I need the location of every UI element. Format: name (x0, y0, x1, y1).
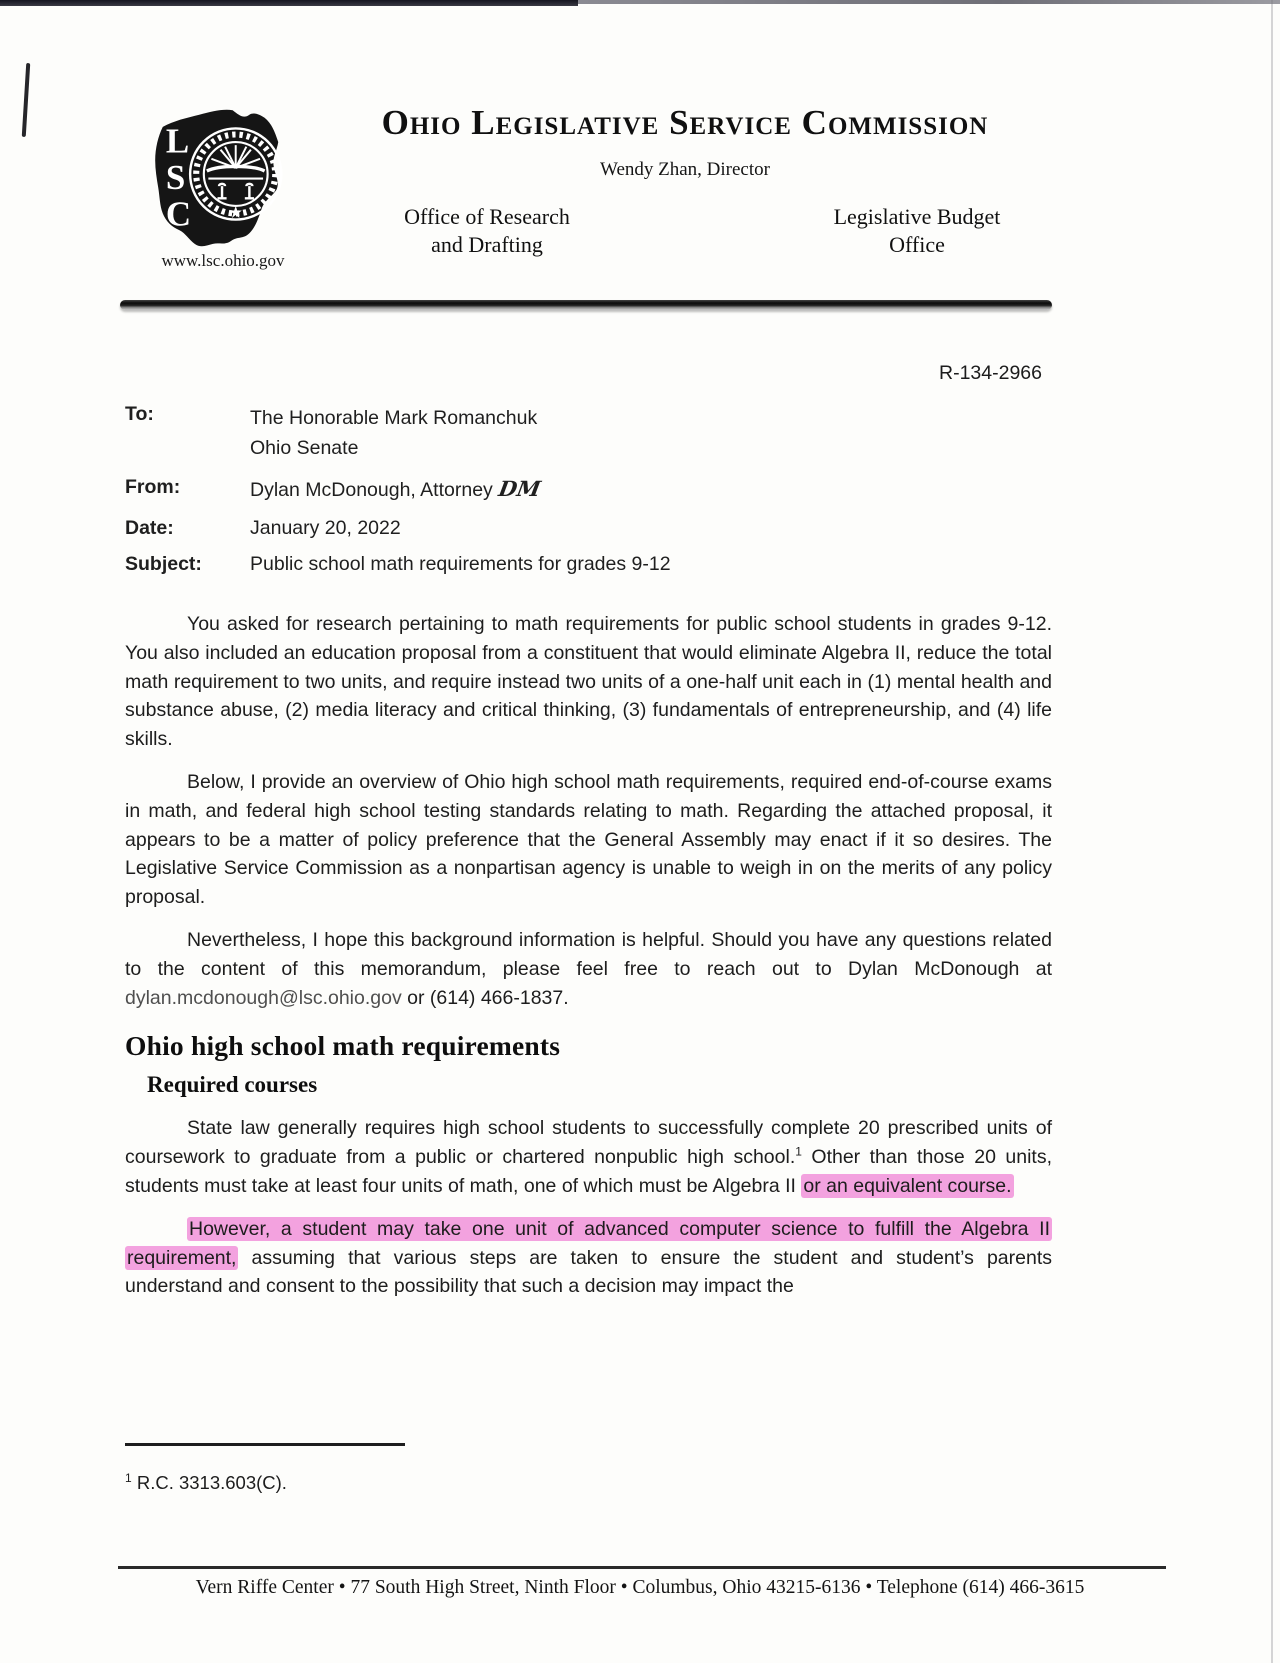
section-heading-math-requirements: Ohio high school math requirements (125, 1030, 561, 1062)
memo-body (125, 610, 1052, 1315)
scan-artifact-top-gray (578, 0, 1280, 4)
scan-artifact-top-dark (0, 0, 578, 6)
body-paragraph: Below, I provide an overview of Ohio high school math requirements, required end-of-course exams in math, and federal high school testing standards relating to math. Regarding the attached proposal, it appears to be a matter of policy preference that the General Assembly may enact if it so desires. The Legislative Service Commission as a nonpartisan agency is unable to weigh in on the merits of any policy proposal. (125, 770, 1052, 909)
pen-mark-artifact (22, 63, 31, 137)
to-label: To: (125, 403, 154, 425)
date-label: Date: (125, 517, 174, 539)
footer-address-line: Vern Riffe Center • 77 South High Street, Ninth Floor • Columbus, Ohio 43215-6136 • Telephone (614) 466-3615 (195, 1577, 1085, 1598)
subject-label: Subject: (125, 553, 202, 575)
office-left-line1: Office of Research (404, 204, 570, 229)
to-recipient-org: Ohio Senate (250, 437, 359, 459)
to-recipient-name: The Honorable Mark Romanchuk (250, 407, 538, 429)
body-paragraph: However, a student may take one unit of advanced computer science to fulfill the Algebra II requirement, assuming that various steps are taken to ensure the student and student’s parents understand and consent to the possibility that such a decision may impact the (125, 1217, 1052, 1298)
footer-divider-rule (118, 1566, 1166, 1569)
office-right-line2: Office (889, 232, 945, 257)
office-right-line1: Legislative Budget (833, 204, 1001, 229)
letterhead (125, 95, 1055, 300)
memo-field-date (125, 517, 1055, 540)
office-research-drafting (337, 203, 637, 259)
header-divider-rule (120, 300, 1052, 310)
body-paragraph: Nevertheless, I hope this background information is helpful. Should you have any questions related to the content of this memorandum, please feel free to reach out to Dylan McDonough at dylan.mcdonough@lsc.ohio.gov or (614) 466-1837. (125, 928, 1052, 1009)
from-author-name: Dylan McDonough, Attorney (250, 479, 493, 501)
memo-field-subject (125, 553, 1055, 576)
body-paragraph: You asked for research pertaining to math requirements for public school students in grades 9-12. You also included an education proposal from a constituent that would eliminate Algebra II, reduce the total math requirement to two units, and require instead two units of a one-half unit each in (1) mental health and substance abuse, (2) media literacy and critical thinking, (3) fundamentals of entrepreneurship, and (4) life skills. (125, 613, 1052, 751)
logo-letter-s: S (165, 158, 186, 198)
footnote (125, 1472, 287, 1494)
website-url: www.lsc.ohio.gov (161, 251, 285, 270)
subsection-heading-required-courses: Required courses (147, 1072, 318, 1098)
office-left-line2: and Drafting (431, 232, 543, 257)
author-initials-signature: DM (496, 476, 543, 501)
footnote-text: R.C. 3313.603(C). (131, 1472, 287, 1493)
director-name: Wendy Zhan, Director (600, 159, 770, 180)
logo-letter-l: L (165, 121, 190, 161)
footnote-marker: 1 (125, 1470, 132, 1485)
logo-letter-c: C (165, 194, 192, 234)
lsc-ohio-logo-icon (143, 95, 295, 253)
scan-artifact-right-edge (1271, 0, 1273, 1663)
reference-number: R-134-2966 (939, 362, 1042, 384)
body-paragraph: State law generally requires high school students to successfully complete 20 prescribed units of coursework to graduate from a public or chartered nonpublic high school.$^1$ Other than those 20 units, students must take at least four units of math, one of which must be Algebra II or an equivalent course. (125, 1117, 1052, 1197)
memo-field-from (125, 476, 1055, 502)
footnote-separator-rule (125, 1443, 405, 1446)
organization-title: Ohio Legislative Service Commission (381, 103, 989, 142)
memo-field-to (125, 403, 1055, 463)
from-label: From: (125, 476, 181, 498)
memo-header-fields (125, 403, 1055, 592)
date-value: January 20, 2022 (250, 517, 401, 539)
subject-value: Public school math requirements for grades 9-12 (250, 553, 671, 575)
office-legislative-budget (767, 203, 1067, 259)
